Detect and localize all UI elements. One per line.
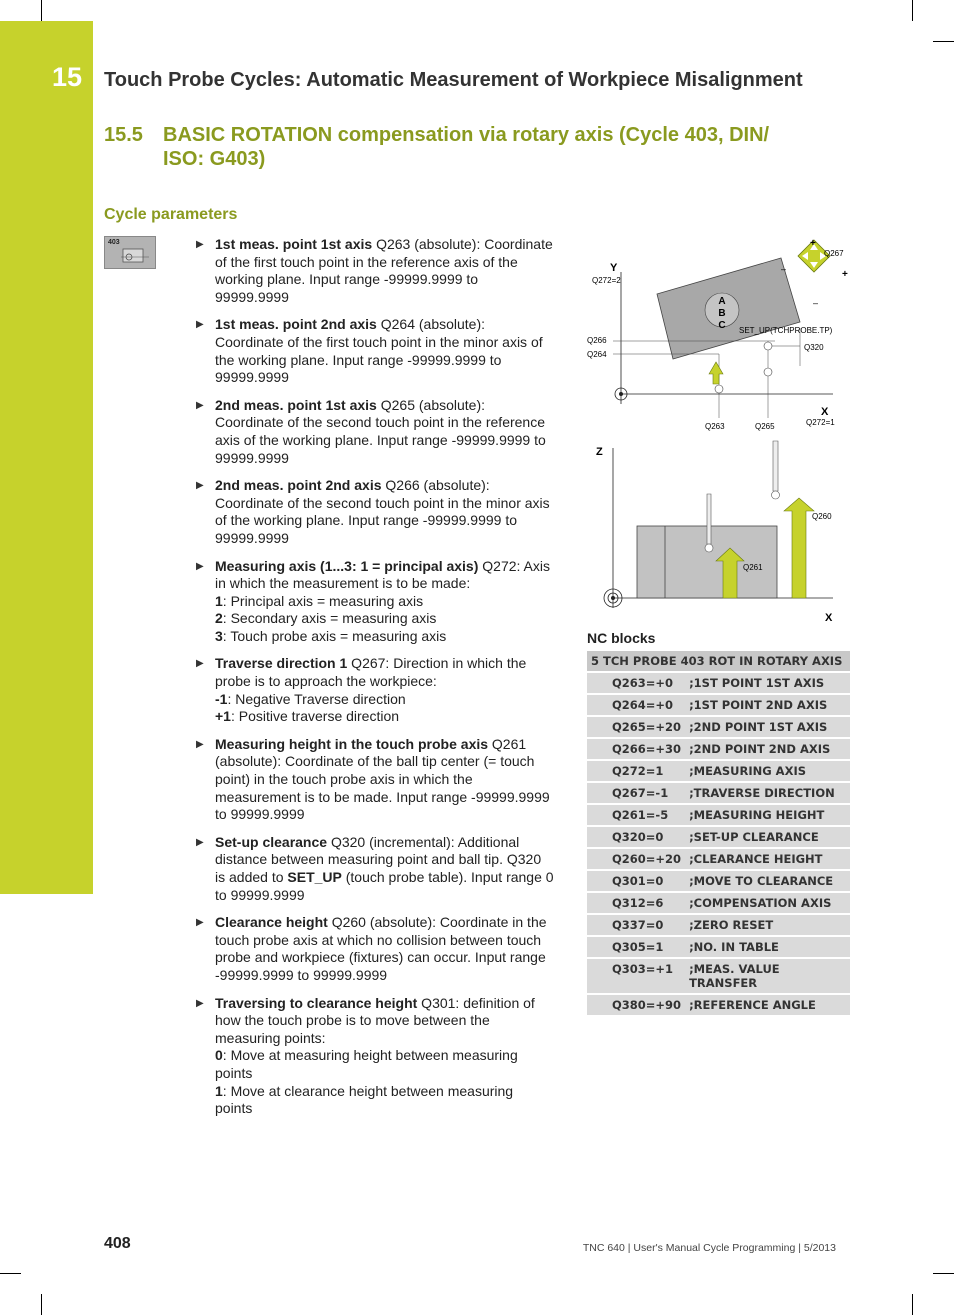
nc-blocks-table: [587, 651, 850, 1017]
parameter-item: [196, 914, 554, 984]
chapter-sidebar: [0, 21, 93, 894]
x-axis-label: X: [821, 406, 829, 418]
section-title-line2: ISO: G403): [163, 148, 266, 170]
option-text: : Positive traverse direction: [230, 708, 400, 725]
triangle-bullet-icon: ▶: [196, 836, 204, 848]
parameter-description: Q263 (absolute): Coordinate of the first touch point in the reference axis of the working plane. Input range -99999.9999 to 99999.9999: [215, 236, 553, 305]
chapter-number: 15: [52, 62, 83, 92]
parameter-list: [196, 236, 554, 1128]
option-code: 0: [215, 1047, 223, 1064]
parameter-description: Q272: Axis in which the measurement is to be made:: [215, 557, 550, 592]
nc-comment: ;TRAVERSE DIRECTION: [685, 782, 850, 804]
parameter-keyword: SET_UP: [287, 869, 342, 885]
nc-row: [587, 804, 850, 826]
crop-mark: [912, 0, 913, 21]
parameter-name: 2nd meas. point 2nd axis: [215, 477, 382, 494]
nc-param: Q337=0: [587, 914, 685, 936]
section-title: [104, 123, 824, 171]
parameter-description: Q301: definition of how the touch probe is to move between the measuring points:: [215, 994, 535, 1046]
x-axis-label-side: X: [825, 612, 833, 624]
option-code: 1: [215, 1082, 223, 1099]
parameter-name: Traversing to clearance height: [215, 994, 418, 1011]
nc-row: [587, 892, 850, 914]
nc-param: Q303=+1: [587, 958, 685, 994]
option-code: +1: [215, 708, 231, 725]
nc-comment: ;REFERENCE ANGLE: [685, 994, 850, 1016]
option-text: : Principal axis = measuring axis: [222, 592, 424, 609]
nc-param: Q260=+20: [587, 848, 685, 870]
nc-comment: ;1ST POINT 1ST AXIS: [685, 672, 850, 694]
option-text: : Negative Traverse direction: [227, 690, 406, 707]
nc-param: Q301=0: [587, 870, 685, 892]
footer-text: TNC 640 | User's Manual Cycle Programming | 5/2013: [582, 1242, 836, 1254]
triangle-bullet-icon: ▶: [196, 480, 204, 492]
triangle-bullet-icon: ▶: [196, 738, 204, 750]
nc-param: Q265=+20: [587, 716, 685, 738]
plus-sign: +: [810, 238, 816, 249]
parameter-name: Clearance height: [215, 914, 328, 931]
nc-row: [587, 914, 850, 936]
nc-comment: ;NO. IN TABLE: [685, 936, 850, 958]
page-number: 408: [104, 1235, 131, 1252]
parameter-name: 1st meas. point 1st axis: [215, 236, 373, 252]
triangle-bullet-icon: ▶: [196, 658, 204, 670]
parameter-description-end: (touch probe table). Input range 0 to 99999.9999: [215, 869, 554, 903]
q266-label: Q266: [587, 336, 607, 345]
option-code: 2: [215, 610, 223, 627]
q320-label: Q320: [804, 343, 824, 352]
parameter-description: Q267: Direction in which the probe is to approach the workpiece:: [215, 655, 527, 690]
crop-mark: [933, 41, 954, 42]
crop-mark: [912, 1294, 913, 1315]
parameter-description: Q266 (absolute): Coordinate of the second touch point in the minor axis of the working plane. Input range -99999.9999 to 99999.9999: [215, 477, 550, 546]
triangle-bullet-icon: ▶: [196, 560, 204, 572]
section-number: 15.5: [104, 124, 143, 146]
parameter-item: [196, 477, 554, 547]
q263-label: Q263: [705, 422, 725, 431]
option-text: : Move at clearance height between measuring points: [215, 1082, 514, 1117]
parameter-item: [196, 655, 554, 725]
q267-label: Q267: [824, 249, 844, 258]
triangle-bullet-icon: ▶: [196, 319, 204, 331]
nc-row: [587, 738, 850, 760]
cycle-parameters-heading: Cycle parameters: [104, 206, 238, 223]
parameter-item: [196, 558, 554, 646]
option-text: : Touch probe axis = measuring axis: [222, 627, 447, 644]
option-text: : Secondary axis = measuring axis: [222, 610, 437, 627]
y-axis-label: Y: [610, 262, 618, 274]
triangle-bullet-icon: ▶: [196, 997, 204, 1009]
option-code: 1: [215, 592, 223, 609]
nc-param: Q320=0: [587, 826, 685, 848]
nc-param: Q267=-1: [587, 782, 685, 804]
parameter-description: Q261 (absolute): Coordinate of the ball tip center (= touch point) in the touch probe axis in which the measurement is to be made. Input range -99999.9999 to 99999.9999: [215, 735, 550, 823]
crop-mark: [933, 1273, 954, 1274]
option-code: -1: [215, 690, 228, 707]
nc-row: [587, 936, 850, 958]
nc-param: Q305=1: [587, 936, 685, 958]
nc-comment: ;CLEARANCE HEIGHT: [685, 848, 850, 870]
nc-row: [587, 716, 850, 738]
parameter-name: 1st meas. point 2nd axis: [215, 316, 377, 333]
parameter-item: [196, 834, 554, 904]
parameter-name: Set-up clearance: [215, 833, 328, 850]
nc-row: [587, 848, 850, 870]
nc-param: Q380=+90: [587, 994, 685, 1016]
nc-comment: ;MEASURING AXIS: [685, 760, 850, 782]
nc-row: [587, 958, 850, 994]
parameter-name: Measuring axis (1...3: 1 = principal axis): [215, 557, 479, 574]
nc-comment: ;MEASURING HEIGHT: [685, 804, 850, 826]
nc-row: [587, 782, 850, 804]
option-text: : Move at measuring height between measuring points: [215, 1047, 518, 1081]
nc-param: Q266=+30: [587, 738, 685, 760]
nc-comment: ;MOVE TO CLEARANCE: [685, 870, 850, 892]
nc-param: Q261=-5: [587, 804, 685, 826]
softkey-icon: [104, 236, 156, 269]
nc-comment: ;2ND POINT 2ND AXIS: [685, 738, 850, 760]
triangle-bullet-icon: ▶: [196, 399, 204, 411]
nc-param: Q272=1: [587, 760, 685, 782]
parameter-item: [196, 995, 554, 1118]
nc-comment: ;MEAS. VALUE TRANSFER: [685, 958, 850, 994]
option-code: 3: [215, 627, 223, 644]
label-a: A: [718, 296, 726, 307]
nc-param: Q312=6: [587, 892, 685, 914]
parameter-name: 2nd meas. point 1st axis: [215, 396, 377, 413]
side-view-diagram: [596, 441, 833, 624]
nc-comment: ;1ST POINT 2ND AXIS: [685, 694, 850, 716]
top-view-diagram: [587, 238, 848, 431]
nc-row: [587, 760, 850, 782]
label-c: C: [718, 320, 726, 331]
parameter-name: Measuring height in the touch probe axis: [215, 735, 489, 752]
plus-sign-2: +: [842, 269, 848, 280]
nc-row: [587, 694, 850, 716]
parameter-item: [196, 316, 554, 386]
crop-mark: [41, 0, 42, 21]
parameter-item: [196, 236, 554, 306]
nc-blocks-heading: NC blocks: [587, 630, 656, 646]
q261-label: Q261: [743, 563, 763, 572]
q260-label: Q260: [812, 512, 832, 521]
section-title-line1: BASIC ROTATION compensation via rotary axis (Cycle 403, DIN/: [163, 124, 770, 146]
nc-row: [587, 672, 850, 694]
chapter-title: Touch Probe Cycles: Automatic Measurement of Workpiece Misalignment: [104, 69, 803, 91]
parameter-name: Traverse direction 1: [215, 655, 348, 672]
minus-sign: –: [781, 264, 787, 274]
cycle-diagram: [585, 236, 855, 628]
setup-label: SET_UP(TCHPROBE.TP): [739, 326, 833, 335]
q272-1-label: Q272=1: [806, 418, 835, 427]
nc-param: Q263=+0: [587, 672, 685, 694]
parameter-item: [196, 736, 554, 824]
minus-sign-2: –: [813, 298, 819, 308]
nc-param: Q264=+0: [587, 694, 685, 716]
softkey-label: 403: [108, 239, 120, 246]
nc-comment: ;2ND POINT 1ST AXIS: [685, 716, 850, 738]
z-axis-label: Z: [596, 446, 603, 458]
nc-row: [587, 870, 850, 892]
nc-header-cell: 5 TCH PROBE 403 ROT IN ROTARY AXIS: [587, 651, 850, 672]
label-b: B: [718, 308, 726, 319]
crop-mark: [0, 1273, 21, 1274]
crop-mark: [41, 1294, 42, 1315]
q264-label: Q264: [587, 350, 607, 359]
q272-2-label: Q272=2: [592, 276, 621, 285]
parameter-description: Q320 (incremental): Additional distance between measuring point and ball tip. Q320 is added to: [215, 833, 542, 885]
parameter-item: [196, 397, 554, 467]
nc-header-row: [587, 651, 850, 672]
parameter-description: Q265 (absolute): Coordinate of the second touch point in the reference axis of the working plane. Input range -99999.9999 to 99999.9999: [215, 396, 546, 466]
nc-comment: ;SET-UP CLEARANCE: [685, 826, 850, 848]
nc-comment: ;ZERO RESET: [685, 914, 850, 936]
triangle-bullet-icon: ▶: [196, 239, 204, 250]
nc-row: [587, 826, 850, 848]
nc-row: [587, 994, 850, 1016]
parameter-description: Q264 (absolute): Coordinate of the first touch point in the minor axis of the working plane. Input range -99999.9999 to 99999.9999: [215, 316, 543, 386]
nc-comment: ;COMPENSATION AXIS: [685, 892, 850, 914]
q265-label: Q265: [755, 422, 775, 431]
triangle-bullet-icon: ▶: [196, 917, 204, 929]
parameter-description: Q260 (absolute): Coordinate in the touch probe axis at which no collision between touch probe and workpiece (fixtures) can occur. Input range -99999.9999 to 99999.9999: [215, 914, 547, 983]
